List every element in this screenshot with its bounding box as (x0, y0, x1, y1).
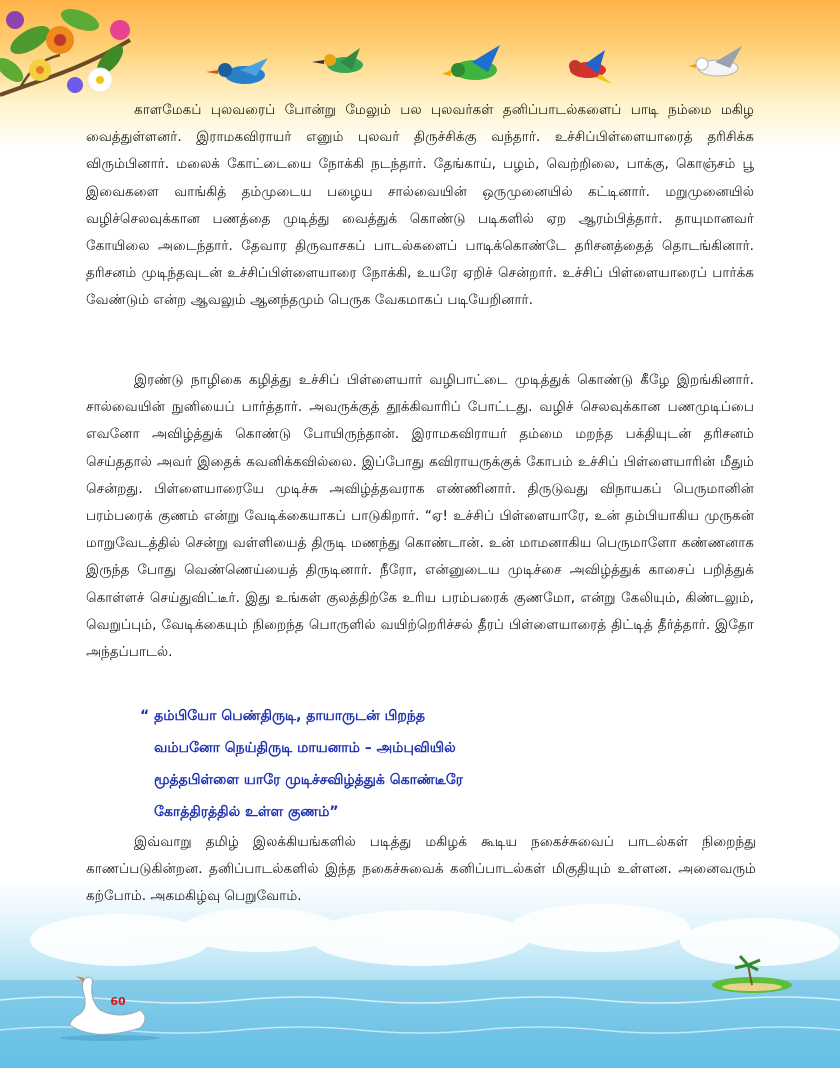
kingfisher-bird (206, 58, 268, 84)
poem-line-3: மூத்தபிள்ளை யாரே முடிச்சவிழ்த்துக் கொண்டீரே (154, 772, 464, 788)
seagull-bird (688, 46, 742, 76)
poem-line-1: “ தம்பியோ பெண்திருடி, தாயாருடன் பிறந்த (140, 708, 425, 724)
paragraph-2 (86, 367, 754, 666)
poem-line-4: கோத்திரத்தில் உள்ள குணம்” (154, 804, 339, 820)
paragraph-text: இரண்டு நாழிகை கழித்து உச்சிப் பிள்ளையார் வழிபாட்டை முடித்துக் கொண்டு கீழே இறங்கினார். சால்வையின் நுனியைப் பார்த்தார். அவருக்குத் தூக்கிவாரிப் போட்டது. வழிச் செலவுக்கான பணமுடிப்பை எவனோ அவிழ்த்துக் கொண்டு போயிருந்தான். இராமகவிராயர் தம்மை மறந்த பக்தியுடன் தரிசனம் செய்ததால் அவர் இதைக் கவனிக்கவில்லை. இப்போது கவிராயருக்குக் கோபம் உச்சிப் பிள்ளையாரின் மீதும் சென்றது. பிள்ளையாரையே முடிச்சு அவிழ்த்தவராக எண்ணினார். திருடுவது விநாயகப் பெருமானின் பரம்பரைக் குணம் என்று வேடிக்கையாகப் பாடுகிறார். “ஏ! உச்சிப் பிள்ளையாரே, உன் தம்பியாகிய முருகன் மாறுவேடத்தில் சென்று வள்ளியைத் திருடி மணந்து கொண்டான். உன் மாமனாகிய பெருமாளோ கண்ணனாக இருந்த போது வெண்ணெய்யைத் திருடினார். நீரோ, என்னுடைய முடிச்சை அவிழ்த்துக் காசைப் பறித்துக் கொள்ளச் செய்துவிட்டீர். இது உங்கள் குலத்திற்கே உரிய பரம்பரைக் குணமோ, என்று கேலியும், கிண்டலும், வெறுப்பும், வேடிக்கையும் நிறைந்த பொருளில் வயிற்றெரிச்சல் தீரப் பிள்ளையாரைத் திட்டித் தீர்த்தார். இதோ அந்தப்பாடல். (86, 372, 754, 661)
paragraph-text: இவ்வாறு தமிழ் இலக்கியங்களில் படித்து மகிழக் கூடிய நகைச்சுவைப் பாடல்கள் நிறைந்து காணப்படுகின்றன. தனிப்பாடல்களில் இந்த நகைச்சுவைக் கனிப்பாடல்கள் மிகுதியும் உள்ளன. அனைவரும் கற்போம். அகமகிழ்வு பெறுவோம். (86, 834, 756, 905)
poem-block (140, 700, 620, 828)
clouds (30, 904, 840, 966)
paragraph-1 (86, 97, 754, 315)
paragraph-text: காளமேகப் புலவரைப் போன்று மேலும் பல புலவர்கள் தனிப்பாடல்களைப் பாடி நம்மை மகிழ வைத்துள்ளனர். இராமகவிராயர் எனும் புலவர் திருச்சிக்கு வந்தார். உச்சிப்பிள்ளையாரைத் தரிசிக்க விரும்பினார். மலைக் கோட்டையை நோக்கி நடந்தார். தேங்காய், பழம், வெற்றிலை, பாக்கு, கொஞ்சம் பூ இவைகளை வாங்கித் தம்முடைய பழைய சால்வையின் ஒருமுனையில் கட்டினார். மறுமுனையில் வழிச்செலவுக்கான பணத்தை முடித்து வைத்துக் கொண்டு படிகளில் ஏற ஆரம்பித்தார். தாயுமானவர் கோயிலை அடைந்தார். தேவார திருவாசகப் பாடல்களைப் பாடிக்கொண்டே தரிசனத்தைத் தொடங்கினார். தரிசனம் முடிந்தவுடன் உச்சிப்பிள்ளையாரை நோக்கி, உயரே ஏறிச் சென்றார். உச்சிப் பிள்ளையாரைப் பார்க்க வேண்டும் என்ற ஆவலும் ஆனந்தமும் பெருக வேகமாகப் படியேறினார். (86, 102, 754, 309)
bottom-decoration (0, 860, 840, 1068)
macaw-bird (569, 50, 612, 84)
flower-branch (0, 5, 130, 95)
green-parrot-bird (442, 45, 500, 80)
bee-eater-bird (312, 48, 363, 73)
poem-line-2: வம்பனோ நெய்திருடி மாயனாம் – அம்புவியில் (154, 740, 456, 756)
page-number: 60 (110, 995, 126, 1008)
